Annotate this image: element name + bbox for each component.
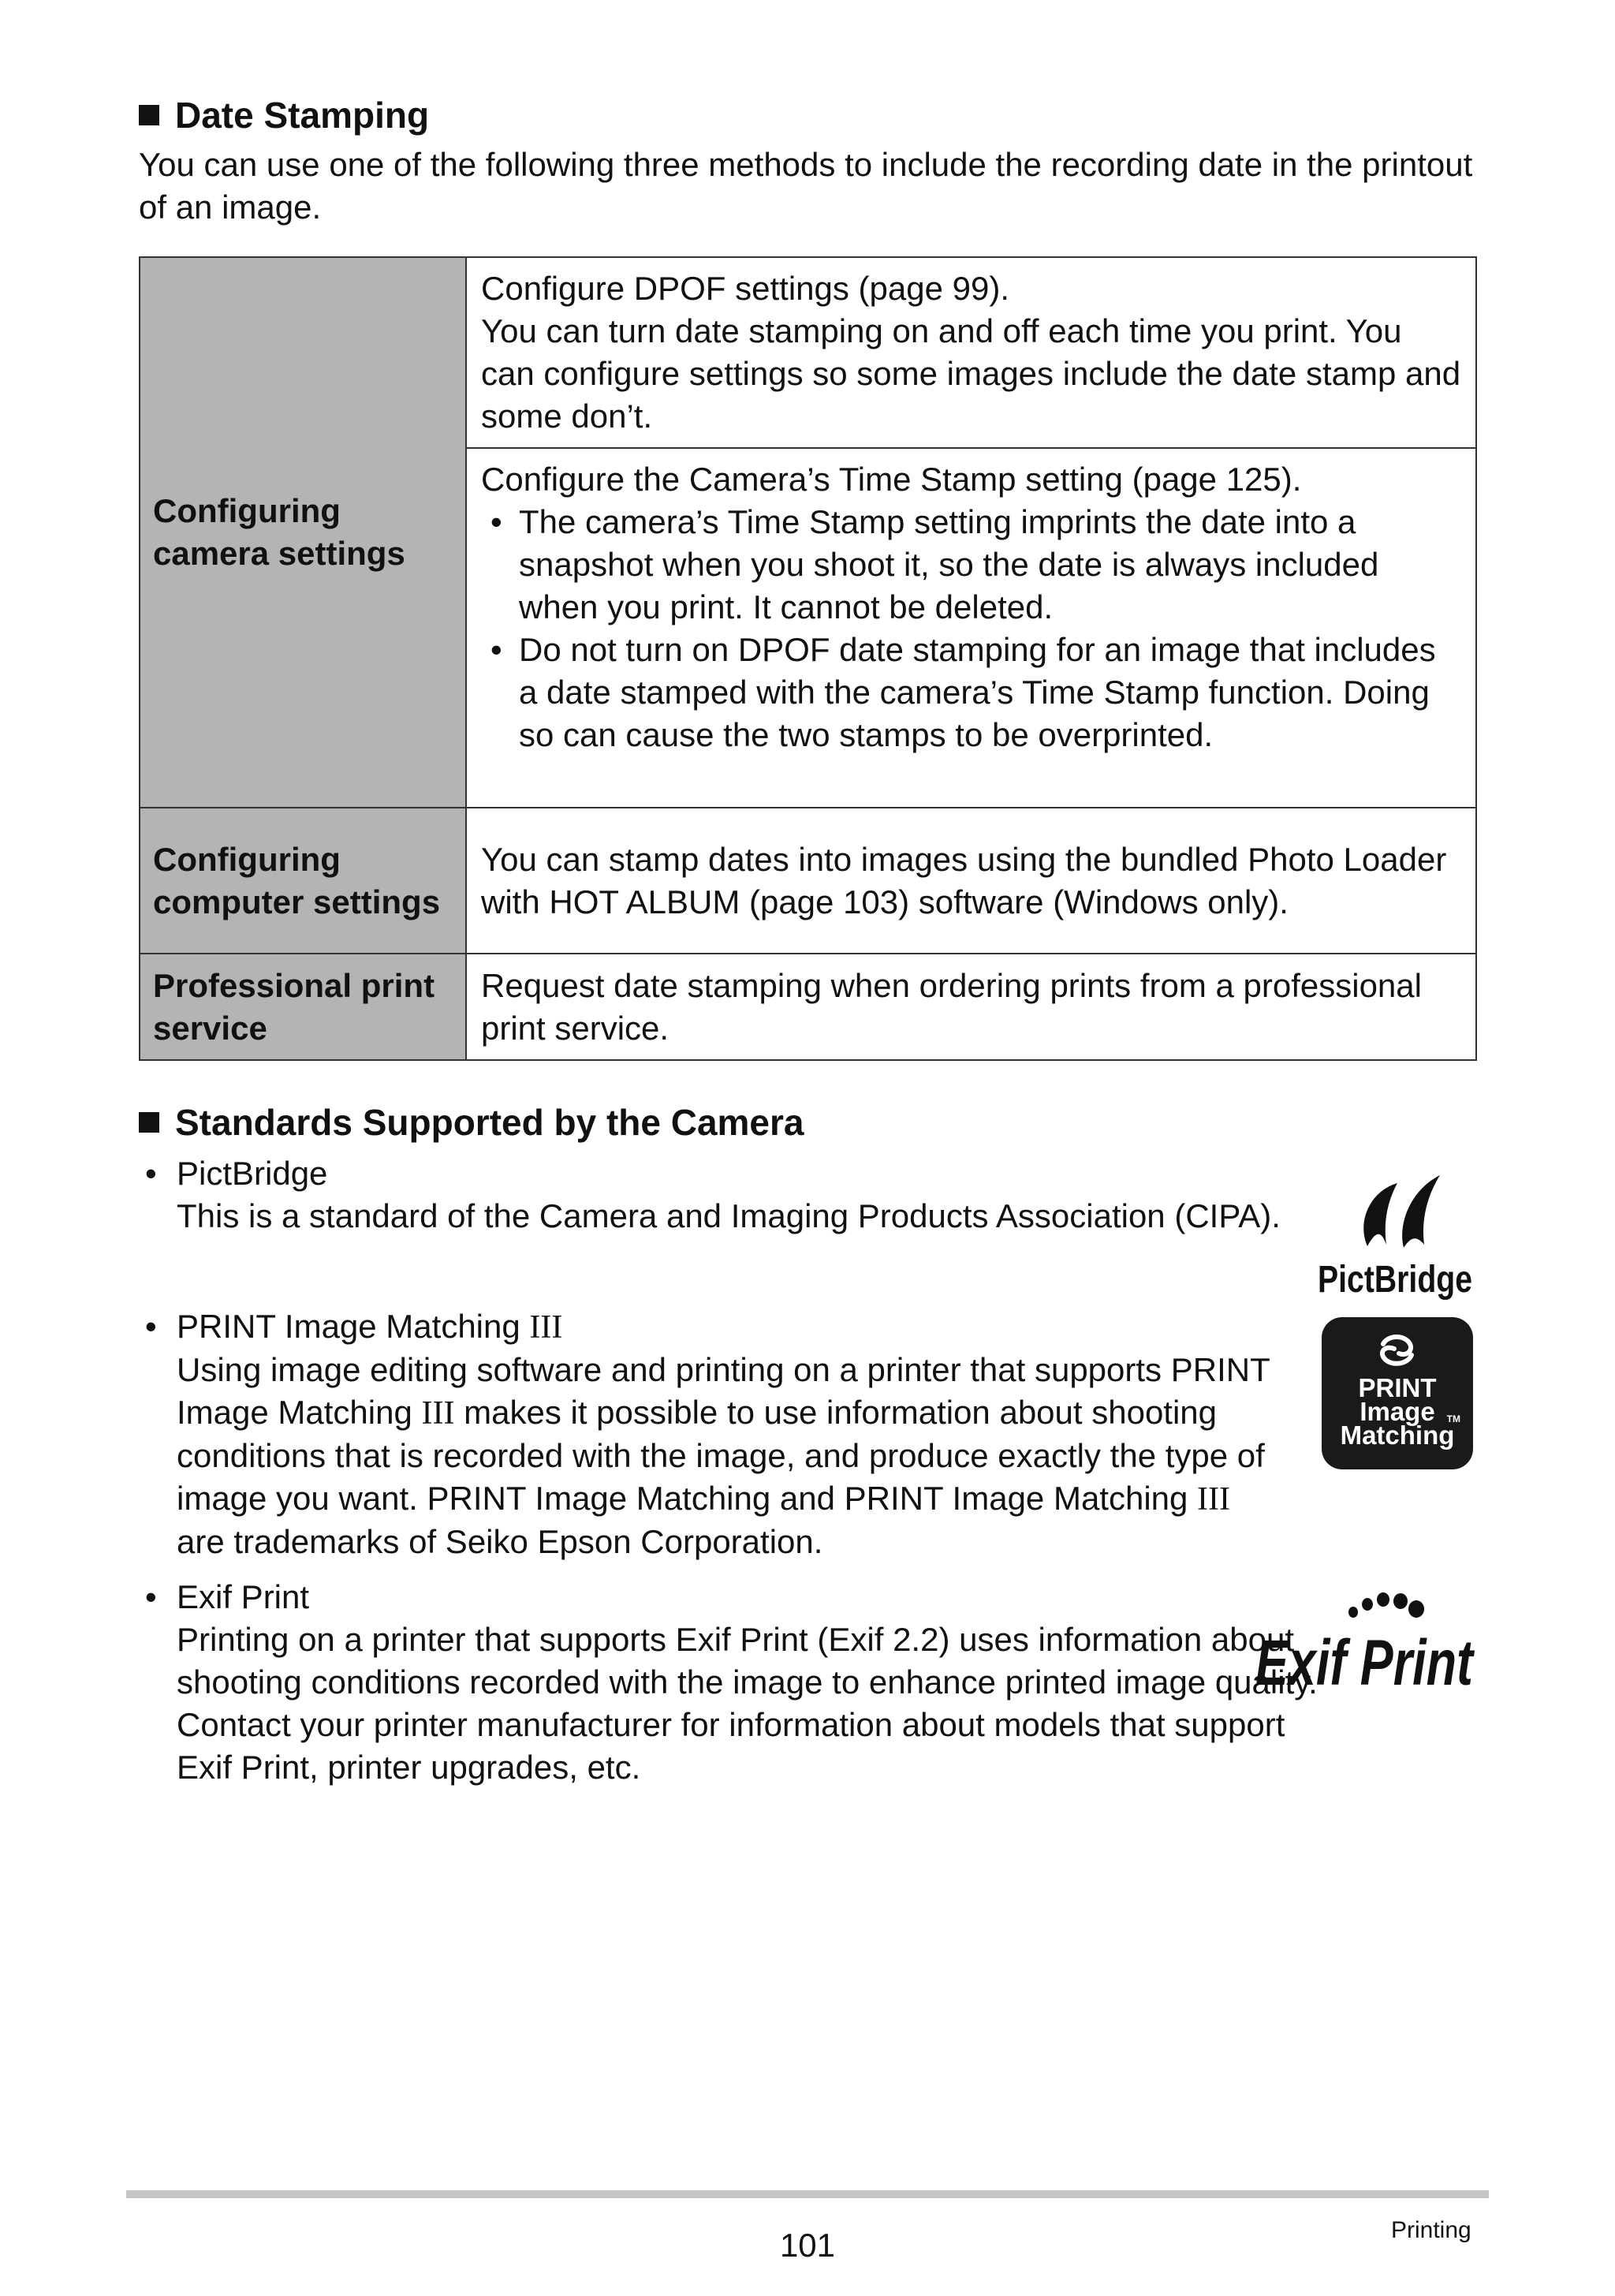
standards-title: Standards Supported by the Camera (175, 1102, 804, 1143)
table-row (140, 808, 1476, 954)
dpof-detail: You can turn date stamping on and off each time you print. You can configure settings so some images include the date stamp and some don’t. (481, 312, 1461, 435)
exif-desc: Printing on a printer that supports Exif Print (Exif 2.2) uses information about shooting conditions recorded with the image to enhance printed image quality. Contact your printer manufacturer for information about models that support Exif Print, printer upgrades, etc. (177, 1621, 1318, 1786)
pictbridge-mark-icon (1315, 1159, 1475, 1301)
pim-logo-line: Image (1360, 1397, 1435, 1426)
pim-desc (139, 1349, 1287, 1563)
footer-rule (126, 2190, 1489, 2198)
professional-cell: Request date stamping when ordering prints from a professional print service. (466, 954, 1476, 1060)
print-image-matching-logo (1322, 1317, 1473, 1469)
pim-desc-numeral: III (1197, 1481, 1231, 1518)
exif-print-logo (1252, 1585, 1478, 1699)
exif-logo-text: Exif Print (1255, 1627, 1475, 1699)
list-item (139, 1576, 1322, 1789)
date-stamping-heading (139, 93, 429, 137)
date-stamping-intro: You can use one of the following three methods to include the recording date in the printout of an image. (139, 146, 1473, 226)
computer-settings-cell: You can stamp dates into images using the bundled Photo Loader with HOT ALBUM (page 103) software (Windows only). (466, 808, 1476, 954)
pictbridge-logo-text: PictBridge (1318, 1259, 1472, 1301)
timestamp-bullets (481, 501, 1461, 756)
computer-settings-header: Configuring computer settings (140, 808, 466, 954)
pim-desc-numeral: III (421, 1395, 455, 1432)
table-row (140, 257, 1476, 448)
list-item: • The camera’s Time Stamp setting imprints the date into a snapshot when you shoot it, so the date is always included when you print. It cannot be deleted. (481, 501, 1461, 629)
pim-logo-tm: TM (1446, 1413, 1460, 1424)
pictbridge-logo (1315, 1159, 1475, 1301)
pim-name-text: PRINT Image Matching (177, 1308, 520, 1345)
dpof-text: Configure DPOF settings (page 99). (481, 270, 1009, 307)
pim-desc-part: Using image editing software and printing on a printer that supports PRINT Image Matching (177, 1351, 1270, 1431)
pim-desc-part: makes it possible to use information about shooting conditions that is recorded with the image, and produce exactly the type of image you want. PRINT Image Matching and PRINT Image Matching (177, 1394, 1265, 1517)
list-item: • Do not turn on DPOF date stamping for an image that includes a date stamped with the camera’s Time Stamp function. Doing so can cause the two stamps to be overprinted. (481, 629, 1461, 756)
pim-name (139, 1305, 1322, 1349)
standards-heading (139, 1100, 804, 1144)
date-stamping-table (139, 256, 1477, 1061)
professional-header: Professional print service (140, 954, 466, 1060)
exif-name: • Exif Print (139, 1576, 1322, 1618)
pim-numeral: III (529, 1309, 563, 1346)
square-bullet-icon (139, 1112, 159, 1133)
pim-desc-part: are trademarks of Seiko Epson Corporation. (177, 1523, 823, 1560)
timestamp-cell (466, 448, 1476, 808)
dpof-cell (466, 257, 1476, 448)
list-item (139, 1152, 1322, 1238)
chapter-label: Printing (1391, 2217, 1471, 2243)
list-item (139, 1305, 1322, 1563)
camera-settings-header: Configuring camera settings (140, 257, 466, 808)
page-number: 101 (779, 2227, 836, 2264)
pictbridge-desc: This is a standard of the Camera and Imaging Products Association (CIPA). (177, 1197, 1281, 1234)
pim-logo-line: Matching (1340, 1421, 1455, 1450)
pim-swirl-icon (1322, 1327, 1473, 1374)
square-bullet-icon (139, 105, 159, 125)
pim-logo-line: PRINT (1358, 1373, 1437, 1402)
timestamp-text: Configure the Camera’s Time Stamp setting (page 125). (481, 461, 1302, 498)
exif-print-mark-icon (1252, 1585, 1478, 1699)
table-row (140, 954, 1476, 1060)
pictbridge-name: • PictBridge (139, 1152, 1322, 1195)
date-stamping-title: Date Stamping (175, 95, 430, 136)
